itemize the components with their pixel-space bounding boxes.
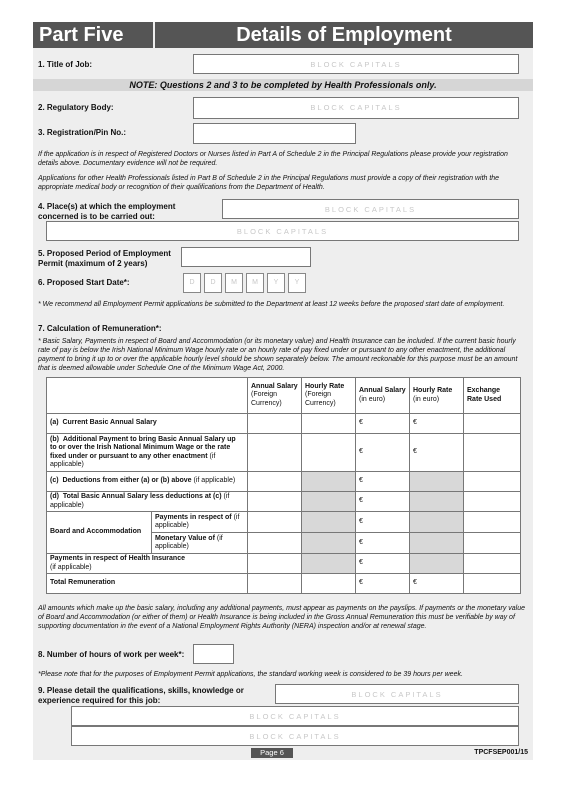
job-title-label: 1. Title of Job: [38,60,93,69]
row-b-exchange[interactable] [464,434,521,472]
hours-per-week-input[interactable] [193,644,234,664]
total-hourly-fc[interactable] [302,574,356,594]
year-box-2[interactable]: Y [288,273,306,293]
place-placeholder-2: BLOCK CAPITALS [236,227,329,236]
start-date-label: 6. Proposed Start Date*: [38,278,130,287]
year-box-1[interactable]: Y [267,273,285,293]
row-d-hourly-eur-disabled [410,492,464,512]
row-a-hourly-eur[interactable]: € [410,414,464,434]
board-pay-annual-fc[interactable] [248,512,302,533]
board-mon-hourly-eur-disabled [410,533,464,554]
health-professionals-note: NOTE: Questions 2 and 3 to be completed by Health Professionals only. [33,79,533,91]
regulatory-body-label: 2. Regulatory Body: [38,103,114,112]
row-c-annual-fc[interactable] [248,472,302,492]
row-c-label: (c) Deductions from either (a) or (b) above (if applicable) [47,472,248,492]
health-exchange[interactable] [464,554,521,574]
header-blank [47,378,248,414]
registration-note: If the application is in respect of Registered Doctors or Nurses listed in Part A of Schedule 2 in the Principal Regulations please provide your registration details above. Documentary evidence will not be required. [38,151,508,167]
qualifications-placeholder-2: BLOCK CAPITALS [249,712,341,721]
row-c-annual-eur[interactable]: € [356,472,410,492]
regulatory-body-placeholder: BLOCK CAPITALS [310,103,402,112]
board-payments-label: Payments in respect of (if applicable) [152,512,248,533]
hours-per-week-label: 8. Number of hours of work per week*: [38,650,185,659]
form-code: TPCFSEP001/15 [474,749,528,756]
start-date-note: * We recommend all Employment Permit applications be submitted to the Department at least 12 weeks before the proposed start date of employment. [38,301,505,308]
table-row [47,574,521,594]
section-title: Details of Employment [155,22,533,48]
health-hourly-eur-disabled [410,554,464,574]
row-a-annual-fc[interactable] [248,414,302,434]
form-page [33,22,533,760]
registration-input[interactable] [193,123,356,144]
month-box-2[interactable]: M [246,273,264,293]
total-hourly-eur[interactable]: € [410,574,464,594]
qualifications-input-line-3[interactable] [71,726,519,746]
payslip-note: All amounts which make up the basic salary, including any additional payments, must appear as payments on the payslips. If payments or the monetary value of Board and Accommodation (or either of them) or Health Insurance is being included in the Gross Annual Remuneration this must be verifiable by way of supporting documentation in the event of a National Employment Rights Authority (NERA) inspection and/or at renewal stage. [38,605,526,630]
day-box-2[interactable]: D [204,273,222,293]
header-annual-euro: Annual Salary (in euro) [356,378,410,414]
row-a-exchange[interactable] [464,414,521,434]
remuneration-label: 7. Calculation of Remuneration*: [38,324,162,333]
job-title-placeholder: BLOCK CAPITALS [310,60,402,69]
qualifications-label: 9. Please detail the qualifications, skills, knowledge or experience required for this job: [38,686,244,705]
table-row [47,512,521,533]
page-number: Page 6 [251,748,293,758]
row-b-label: (b) Additional Payment to bring Basic Annual Salary up to or over the Irish National Minimum Wage or the rate fixed under or pursuant to any other enactment (if applicable) [47,434,248,472]
total-annual-fc[interactable] [248,574,302,594]
job-title-input[interactable] [193,54,519,74]
day-box-1[interactable]: D [183,273,201,293]
health-annual-eur[interactable]: € [356,554,410,574]
board-pay-exchange[interactable] [464,512,521,533]
row-b-hourly-eur[interactable]: € [410,434,464,472]
table-row [47,492,521,512]
row-c-hourly-eur-disabled [410,472,464,492]
health-insurance-label: Payments in respect of Health Insurance (if applicable) [47,554,248,574]
row-c-exchange[interactable] [464,472,521,492]
remuneration-note: * Basic Salary, Payments in respect of Board and Accommodation (or its monetary value) and Health Insurance can be included. If the current basic hourly rate of pay is below the Irish National Minimum Wage hourly rate or an hourly rate of pay fixed under or pursuant to any other enactment, the additional payment to bring it up to or over the applicable hourly level should be shown separately below. The amount reckonable for this purpose must be an amount that is deemed allowable under Schedule One of the Minimum Wage Act, 2000. [38,338,518,372]
qualifications-placeholder-3: BLOCK CAPITALS [249,732,341,741]
total-annual-eur[interactable]: € [356,574,410,594]
total-remuneration-label: Total Remuneration [47,574,248,594]
row-d-exchange[interactable] [464,492,521,512]
table-row [47,434,521,472]
place-placeholder-1: BLOCK CAPITALS [324,205,417,214]
table-row [47,554,521,574]
board-mon-annual-eur[interactable]: € [356,533,410,554]
table-row [47,472,521,492]
row-d-annual-fc[interactable] [248,492,302,512]
other-professionals-note: Applications for other Health Professionals listed in Part B of Schedule 2 in the Principal Regulations must provide a copy of their registration with the appropriate medical body or recognition of their qualifications from the Department of Health. [38,175,500,191]
working-week-note: *Please note that for the purposes of Employment Permit applications, the standard working week is considered to be 39 hours per week. [38,671,463,678]
row-b-annual-fc[interactable] [248,434,302,472]
board-mon-annual-fc[interactable] [248,533,302,554]
row-a-hourly-fc[interactable] [302,414,356,434]
month-box-1[interactable]: M [225,273,243,293]
health-hourly-fc-disabled [302,554,356,574]
board-monetary-label: Monetary Value of (if applicable) [152,533,248,554]
row-b-annual-eur[interactable]: € [356,434,410,472]
total-exchange[interactable] [464,574,521,594]
row-d-hourly-fc-disabled [302,492,356,512]
board-pay-hourly-eur-disabled [410,512,464,533]
header-hourly-euro: Hourly Rate (in euro) [410,378,464,414]
employment-period-label: 5. Proposed Period of Employment Permit (maximum of 2 years) [38,249,171,268]
health-annual-fc[interactable] [248,554,302,574]
place-input-line-1[interactable] [222,199,519,219]
board-accommodation-label: Board and Accommodation [47,512,152,554]
header-hourly-foreign: Hourly Rate (Foreign Currency) [302,378,356,414]
qualifications-placeholder-1: BLOCK CAPITALS [351,690,443,699]
header-exchange-rate: Exchange Rate Used [464,378,521,414]
qualifications-input-line-1[interactable] [275,684,519,704]
registration-label: 3. Registration/Pin No.: [38,128,127,137]
board-pay-annual-eur[interactable]: € [356,512,410,533]
employment-period-input[interactable] [181,247,311,267]
row-a-label: (a) Current Basic Annual Salary [47,414,248,434]
regulatory-body-input[interactable] [193,97,519,119]
row-d-annual-eur[interactable]: € [356,492,410,512]
row-b-hourly-fc[interactable] [302,434,356,472]
header-annual-foreign: Annual Salary (Foreign Currency) [248,378,302,414]
row-c-hourly-fc-disabled [302,472,356,492]
board-pay-hourly-fc-disabled [302,512,356,533]
place-input-line-2[interactable] [46,221,519,241]
board-mon-hourly-fc-disabled [302,533,356,554]
place-of-employment-label: 4. Place(s) at which the employment concerned is to be carried out: [38,202,176,221]
remuneration-table [46,377,521,594]
part-header: Part Five [33,22,153,48]
row-a-annual-eur[interactable]: € [356,414,410,434]
table-row [47,414,521,434]
qualifications-input-line-2[interactable] [71,706,519,726]
row-d-label: (d) Total Basic Annual Salary less deductions at (c) (if applicable) [47,492,248,512]
start-date-field[interactable] [183,273,313,293]
board-mon-exchange[interactable] [464,533,521,554]
